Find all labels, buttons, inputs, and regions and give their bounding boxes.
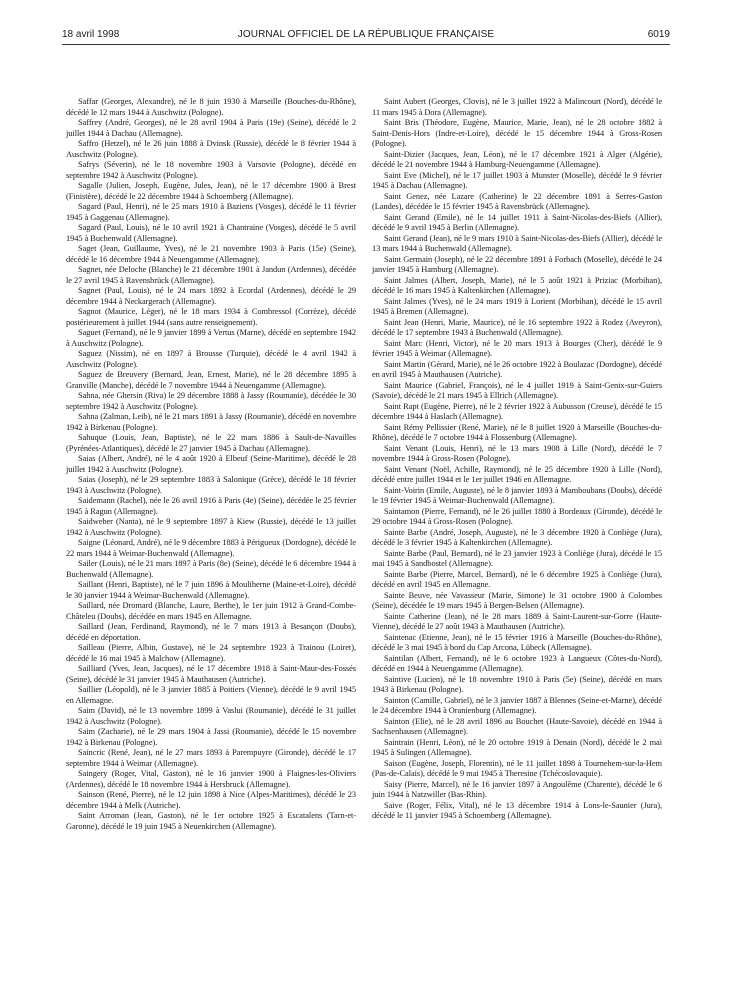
register-entry: Sagard (Paul, Henri), né le 25 mars 1910 à Baziens (Vosges), décédé le 11 février 1945 à Gaggenau (Allemagne). bbox=[66, 202, 356, 222]
register-entry: Saidweber (Nanta), né le 9 septembre 1897 à Kiew (Russie), décédé le 13 juillet 1942 à Auschwitz (Pologne). bbox=[66, 517, 356, 537]
register-entry: Saidemann (Rachel), née le 26 avril 1916 à Paris (4e) (Seine), décédée le 25 février 1945 à Ragun (Allemagne). bbox=[66, 496, 356, 516]
register-entry: Sahna, née Ghersin (Riva) le 29 décembre 1888 à Jassy (Roumanie), décédée le 30 septembre 1942 à Auschwitz (Pologne). bbox=[66, 391, 356, 411]
register-entry: Saincric (René, Jean), né le 27 mars 1893 à Parempuyre (Gironde), décédé le 17 septembre 1944 à Weimar (Allemagne). bbox=[66, 748, 356, 768]
register-entry: Saim (David), né le 13 novembre 1899 à Vaslui (Roumanie), décédé le 31 juillet 1942 à Auschwitz (Pologne). bbox=[66, 706, 356, 726]
register-entry: Sagnet, née Deloche (Blanche) le 21 décembre 1901 à Jandun (Ardennes), décédée le 27 avril 1945 à Ravensbrück (Allemagne). bbox=[66, 265, 356, 285]
right-column bbox=[372, 97, 662, 822]
register-entry: Sagard (Paul, Louis), né le 10 avril 1921 à Chantraine (Vosges), décédé le 5 avril 1945 à Buchenwald (Allemagne). bbox=[66, 223, 356, 243]
register-entry: Saint Venant (Louis, Henri), né le 13 mars 1908 à Lille (Nord), décédé le 7 novembre 1944 à Gross-Rosen (Pologne). bbox=[372, 443, 662, 463]
register-entry: Sainson (René, Pierre), né le 12 juin 1898 à Nice (Alpes-Maritimes), décédé le 23 décembre 1944 à Melk (Autriche). bbox=[66, 790, 356, 810]
register-entry: Saias (Albert, André), né le 4 août 1920 à Elbeuf (Seine-Maritime), décédé le 28 juillet 1942 à Auschwitz (Pologne). bbox=[66, 454, 356, 474]
register-entry: Sainte Catherine (Jean), né le 28 mars 1889 à Saint-Laurent-sur-Gorre (Haute-Vienne), décédé le 27 août 1943 à Mauthausen (Autriche). bbox=[372, 611, 662, 631]
register-entry: Sagnet (Paul, Louis), né le 24 mars 1892 à Ecordal (Ardennes), décédé le 29 décembre 1944 à Neckargerach (Allemagne). bbox=[66, 286, 356, 306]
register-entry: Saillard (Jean, Ferdinand, Raymond), né le 7 mars 1913 à Besançon (Doubs), décédé en déportation. bbox=[66, 622, 356, 642]
register-entry: Saint Genez, née Lazare (Catherine) le 22 décembre 1891 à Serres-Gaston (Landes), décédée le 15 février 1945 à Ravensbrück (Allemagne). bbox=[372, 191, 662, 211]
register-entry: Saguet (Fernand), né le 9 janvier 1899 à Vertus (Marne), décédé en septembre 1942 à Auschwitz (Pologne). bbox=[66, 328, 356, 348]
register-entry: Saingery (Roger, Vital, Gaston), né le 16 janvier 1900 à Flaignes-les-Oliviers (Ardennes), décédé le 18 novembre 1944 à Hersbruck (Allemagne). bbox=[66, 769, 356, 789]
register-entry: Saint Aubert (Georges, Clovis), né le 3 juillet 1922 à Malincourt (Nord), décédé le 11 mars 1945 à Dora (Allemagne). bbox=[372, 97, 662, 117]
header-title: JOURNAL OFFICIEL DE LA RÉPUBLIQUE FRANÇAISE bbox=[237, 29, 495, 40]
register-entry: Saffar (Georges, Alexandre), né le 8 juin 1930 à Marseille (Bouches-du-Rhône), décédé le 12 mars 1944 à Auschwitz (Pologne). bbox=[66, 97, 356, 117]
header-rule bbox=[62, 44, 670, 45]
register-entry: Saint Jalmes (Yves), né le 24 mars 1919 à Lorient (Morbihan), décédé le 15 avril 1945 à Bremen (Allemagne). bbox=[372, 296, 662, 316]
register-entry: Sagnot (Maurice, Léger), né le 18 mars 1934 à Combressol (Corrèze), décédé postérieurement à juillet 1944 (sans autre renseignement). bbox=[66, 307, 356, 327]
register-entry: Saim (Zacharie), né le 29 mars 1904 à Jassi (Roumanie), décédé le 15 novembre 1942 à Birkenau (Pologne). bbox=[66, 727, 356, 747]
register-entry: Saigne (Léonard, André), né le 9 décembre 1883 à Périgueux (Dordogne), décédé le 22 mars 1944 à Weimar-Buchenwald (Allemagne). bbox=[66, 538, 356, 558]
register-entry: Saint-Voirin (Emile, Auguste), né le 8 janvier 1893 à Mamboubans (Doubs), décédé le 19 février 1945 à Weimar-Buchenwald (Allemagne). bbox=[372, 485, 662, 505]
register-entry: Saint Gerand (Emile), né le 14 juillet 1911 à Saint-Nicolas-des-Biefs (Allier), décédé le 9 avril 1945 à Berlin (Allemagne). bbox=[372, 212, 662, 232]
register-entry: Saisy (Pierre, Marcel), né le 16 janvier 1897 à Angoulême (Charente), décédé le 6 juin 1944 à Natzwiller (Bas-Rhin). bbox=[372, 779, 662, 799]
page-header bbox=[62, 28, 670, 42]
register-entry: Saint Martin (Gérard, Marie), né le 26 octobre 1922 à Boulazac (Dordogne), décédé en avril 1945 à Mauthausen (Autriche). bbox=[372, 359, 662, 379]
register-entry: Sainton (Camille, Gabriel), né le 3 janvier 1887 à Blennes (Seine-et-Marne), décédé le 24 décembre 1944 à Oranienburg (Allemagne). bbox=[372, 695, 662, 715]
register-entry: Saint-Dizier (Jacques, Jean, Léon), né le 17 décembre 1921 à Alger (Algérie), décédé le 21 novembre 1944 à Hamburg-Neuengamme (Allemagne). bbox=[372, 149, 662, 169]
register-entry: Saint Jalmes (Albert, Joseph, Marie), né le 5 août 1921 à Priziac (Morbihan), décédé le 16 mars 1945 à Kaltenkirchen (Allemagne). bbox=[372, 275, 662, 295]
register-entry: Sailliard (Yves, Jean, Jacques), né le 17 décembre 1918 à Saint-Maur-des-Fossés (Seine), décédé le 31 janvier 1945 à Mauthausen (Autriche). bbox=[66, 664, 356, 684]
register-entry: Saillier (Léopold), né le 3 janvier 1885 à Poitiers (Vienne), décédé le 9 avril 1945 en Allemagne. bbox=[66, 685, 356, 705]
register-entry: Saive (Roger, Félix, Vital), né le 13 décembre 1914 à Lons-le-Saunier (Jura), décédé le 11 janvier 1945 à Schoemberg (Allemagne). bbox=[372, 800, 662, 820]
register-entry: Saint Eve (Michel), né le 17 juillet 1903 à Munster (Moselle), décédé le 9 février 1945 à Dachau (Allemagne). bbox=[372, 170, 662, 190]
register-entry: Saintilan (Albert, Fernand), né le 6 octobre 1923 à Langueux (Côtes-du-Nord), décédé en 1944 à Neuengamme (Allemagne). bbox=[372, 653, 662, 673]
register-entry: Saintive (Lucien), né le 18 novembre 1910 à Paris (5e) (Seine), décédé en mars 1943 à Birkenau (Pologne). bbox=[372, 674, 662, 694]
register-entry: Saintamon (Pierre, Fernand), né le 26 juillet 1880 à Bordeaux (Gironde), décédé le 29 octobre 1944 à Gross-Rosen (Pologne). bbox=[372, 506, 662, 526]
register-entry: Sainton (Elie), né le 28 avril 1896 au Bouchet (Haute-Savoie), décédé en 1944 à Sachsenhausen (Allemagne). bbox=[372, 716, 662, 736]
left-column bbox=[66, 97, 356, 832]
register-entry: Saint Marc (Henri, Victor), né le 20 mars 1913 à Bourges (Cher), décédé le 9 février 1945 à Weimar (Allemagne). bbox=[372, 338, 662, 358]
register-entry: Safrys (Séverin), né le 18 novembre 1903 à Varsovie (Pologne), décédé en septembre 1942 à Auschwitz (Pologne). bbox=[66, 160, 356, 180]
register-entry: Saison (Eugène, Joseph, Florentin), né le 11 juillet 1898 à Tournehem-sur-la-Hem (Pas-de-Calais), décédé le 9 mai 1945 à Theresine (Tchécoslovaquie). bbox=[372, 758, 662, 778]
register-entry: Saget (Jean, Guillaume, Yves), né le 21 novembre 1903 à Paris (15e) (Seine), décédé le 16 décembre 1944 à Neuengamme (Allemagne). bbox=[66, 244, 356, 264]
register-entry: Saint Maurice (Gabriel, François), né le 4 juillet 1919 à Saint-Genix-sur-Guiers (Savoie), décédé le 21 mars 1945 à Ellrich (Allemagne). bbox=[372, 380, 662, 400]
register-entry: Saillant (Henri, Baptiste), né le 7 juin 1896 à Mouliherne (Maine-et-Loire), décédé le 30 janvier 1944 à Weimar-Buchenwald (Allemagne). bbox=[66, 580, 356, 600]
register-entry: Saguez de Breuvery (Bernard, Jean, Ernest, Marie), né le 28 décembre 1895 à Granville (Manche), décédé le 7 novembre 1944 à Neuengamme (Allemagne). bbox=[66, 370, 356, 390]
register-entry: Saillard, née Dromard (Blanche, Laure, Berthe), le 1er juin 1912 à Grand-Combe-Châteleu (Doubs), décédée en mars 1945 en Allemagne. bbox=[66, 601, 356, 621]
register-entry: Sainte Beuve, née Vavasseur (Marie, Simone) le 31 octobre 1900 à Colombes (Seine), décédée le 19 mars 1945 à Bergen-Belsen (Allemagne). bbox=[372, 590, 662, 610]
register-entry: Saint Gerand (Jean), né le 9 mars 1910 à Saint-Nicolas-des-Biefs (Allier), décédé le 13 mars 1944 à Buchenwald (Allemagne). bbox=[372, 233, 662, 253]
register-entry: Sailleau (Pierre, Albin, Gustave), né le 24 septembre 1923 à Trainou (Loiret), décédé le 16 mai 1945 à Malchow (Allemagne). bbox=[66, 643, 356, 663]
register-entry: Saintenac (Etienne, Jean), né le 15 février 1916 à Marseille (Bouches-du-Rhône), décédé le 3 mai 1945 à bord du Cap Arcona, Lübeck (Allemagne). bbox=[372, 632, 662, 652]
register-entry: Saias (Joseph), né le 29 septembre 1883 à Salonique (Grèce), décédé le 18 février 1943 à Auschwitz (Pologne). bbox=[66, 475, 356, 495]
register-entry: Sainte Barbe (André, Joseph, Auguste), né le 3 décembre 1920 à Conliège (Jura), décédé le 3 février 1945 à Kaltenkirchen (Allemagne). bbox=[372, 527, 662, 547]
page-number: 6019 bbox=[647, 29, 670, 40]
register-entry: Saint Rémy Pellissier (René, Marie), né le 8 juillet 1920 à Marseille (Bouches-du-Rhône), décédé le 7 octobre 1944 à Flossenburg (Allemagne). bbox=[372, 422, 662, 442]
register-entry: Saint Jean (Henri, Marie, Maurice), né le 16 septembre 1922 à Rodez (Aveyron), décédé le 17 septembre 1943 à Buchenwald (Allemagne). bbox=[372, 317, 662, 337]
header-date: 18 avril 1998 bbox=[62, 29, 120, 40]
register-entry: Sagalle (Julien, Joseph, Eugène, Jules, Jean), né le 17 décembre 1900 à Brest (Finistère), décédé le 22 décembre 1944 à Schoemberg (Allemagne). bbox=[66, 181, 356, 201]
register-entry: Saint Arroman (Jean, Gaston), né le 1er octobre 1925 à Escatalens (Tarn-et-Garonne), décédé le 19 juin 1945 à Neuenkirchen (Allemagne). bbox=[66, 811, 356, 831]
register-entry: Sahna (Zalman, Leib), né le 21 mars 1891 à Jassy (Roumanie), décédé en novembre 1942 à Birkenau (Pologne). bbox=[66, 412, 356, 432]
register-entry: Saintrain (Henri, Léon), né le 20 octobre 1919 à Denain (Nord), décédé le 2 mai 1945 à Sulingen (Allemagne). bbox=[372, 737, 662, 757]
register-entry: Sahuque (Louis, Jean, Baptiste), né le 22 mars 1886 à Sault-de-Navailles (Pyrénées-Atlantiques), décédé le 27 janvier 1945 à Dachau (Allemagne). bbox=[66, 433, 356, 453]
register-entry: Sainte Barbe (Paul, Bernard), né le 23 janvier 1923 à Conliège (Jura), décédé le 15 mai 1945 à Sandbostel (Allemagne). bbox=[372, 548, 662, 568]
register-entry: Saffro (Hetzel), né le 26 juin 1888 à Dvinsk (Russie), décédé le 8 février 1944 à Auschwitz (Pologne). bbox=[66, 139, 356, 159]
register-entry: Sailer (Louis), né le 21 mars 1897 à Paris (8e) (Seine), décédé le 6 décembre 1944 à Buchenwald (Allemagne). bbox=[66, 559, 356, 579]
register-entry: Saint Bris (Théodore, Eugène, Maurice, Marie, Jean), né le 28 octobre 1882 à Saint-Denis-Hors (Indre-et-Loire), décédé le 15 décembre 1944 à Gross-Rosen (Pologne). bbox=[372, 118, 662, 148]
register-entry: Sainte Barbe (Pierre, Marcel, Bernard), né le 6 décembre 1925 à Conliège (Jura), décédé en avril 1945 en Allemagne. bbox=[372, 569, 662, 589]
register-entry: Saint Rapt (Eugène, Pierre), né le 2 février 1922 à Aubusson (Creuse), décédé le 15 décembre 1944 à Haslach (Allemagne). bbox=[372, 401, 662, 421]
register-entry: Saguez (Nissim), né en 1897 à Brousse (Turquie), décédé le 4 avril 1942 à Auschwitz (Pologne). bbox=[66, 349, 356, 369]
register-entry: Saint Germain (Joseph), né le 22 décembre 1891 à Forbach (Moselle), décédé le 24 janvier 1945 à Hamburg (Allemagne). bbox=[372, 254, 662, 274]
register-entry: Saffrey (André, Georges), né le 28 avril 1904 à Paris (19e) (Seine), décédé le 2 juillet 1944 à Dachau (Allemagne). bbox=[66, 118, 356, 138]
register-entry: Saint Venant (Noël, Achille, Raymond), né le 25 décembre 1920 à Lille (Nord), décédé entre juillet 1944 et le 1er juillet 1946 en Allemagne. bbox=[372, 464, 662, 484]
